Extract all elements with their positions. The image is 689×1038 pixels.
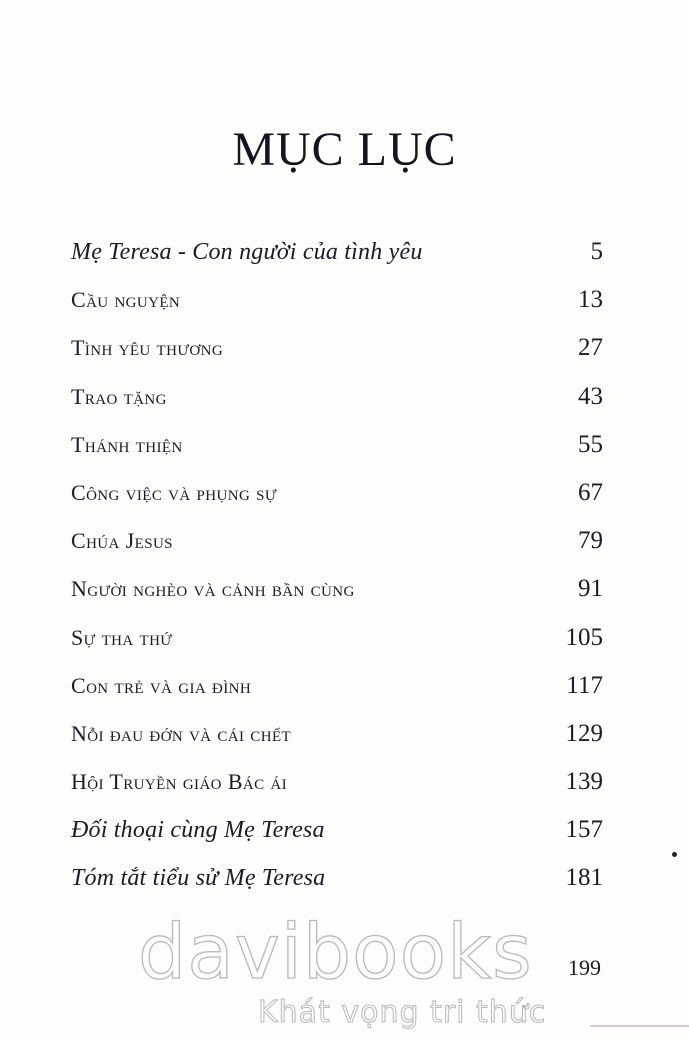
table-of-contents (71, 233, 603, 908)
toc-entry-title: Người nghèo và cảnh bần cùng (71, 576, 355, 602)
toc-entry-1 (71, 233, 603, 281)
toc-entry-page: 79 (578, 527, 603, 555)
watermark-logo: davibooks (138, 907, 533, 996)
toc-entry-page: 91 (578, 575, 603, 603)
toc-entry-title: Cầu nguyện (71, 287, 181, 313)
toc-entry-title: Sự tha thứ (71, 624, 173, 650)
toc-entry-page: 43 (578, 382, 603, 410)
toc-entry-title: Mẹ Teresa - Con người của tình yêu (71, 239, 423, 265)
toc-entry-page: 13 (578, 286, 603, 314)
toc-entry-10 (71, 667, 603, 715)
toc-entry-title: Tóm tắt tiểu sử Mẹ Teresa (71, 865, 326, 892)
toc-entry-title: Đối thoại cùng Mẹ Teresa (71, 817, 325, 844)
toc-entry-6 (71, 474, 603, 522)
page-edge-line (590, 1025, 689, 1027)
toc-entry-page: 129 (565, 719, 603, 747)
toc-entry-title: Tình yêu thương (71, 335, 224, 361)
toc-entry-page: 105 (565, 623, 603, 651)
toc-entry-12 (71, 763, 603, 811)
toc-entry-title: Nỗi đau đớn và cái chết (71, 720, 292, 746)
toc-entry-title: Thánh thiện (71, 431, 183, 457)
toc-entry-14 (71, 859, 603, 907)
toc-entry-page: 67 (578, 478, 603, 506)
watermark (138, 907, 558, 1032)
toc-entry-7 (71, 522, 603, 570)
toc-entry-page: 5 (590, 238, 603, 265)
toc-entry-title: Hội Truyền giáo Bác ái (71, 769, 288, 795)
toc-entry-3 (71, 329, 603, 377)
toc-entry-page: 27 (578, 334, 603, 362)
toc-entry-page: 117 (566, 671, 603, 699)
toc-entry-page: 181 (565, 864, 603, 892)
toc-entry-title: Công việc và phụng sự (71, 479, 277, 505)
toc-entry-8 (71, 570, 603, 618)
toc-entry-5 (71, 426, 603, 474)
toc-entry-title: Trao tặng (71, 383, 167, 409)
page-number: 199 (568, 955, 601, 980)
toc-entry-2 (71, 281, 603, 329)
page-title: MỤC LỤC (232, 123, 457, 176)
toc-entry-page: 157 (565, 816, 603, 844)
toc-entry-11 (71, 715, 603, 763)
toc-entry-page: 55 (578, 430, 603, 458)
toc-entry-page: 139 (565, 768, 603, 796)
toc-entry-title: Chúa Jesus (71, 528, 173, 554)
watermark-tagline: Khát vọng tri thức (258, 995, 547, 1030)
ink-speck (672, 852, 677, 857)
toc-entry-title: Con trẻ và gia đình (71, 672, 252, 698)
toc-entry-4 (71, 378, 603, 426)
toc-entry-13 (71, 811, 603, 859)
toc-entry-9 (71, 619, 603, 667)
